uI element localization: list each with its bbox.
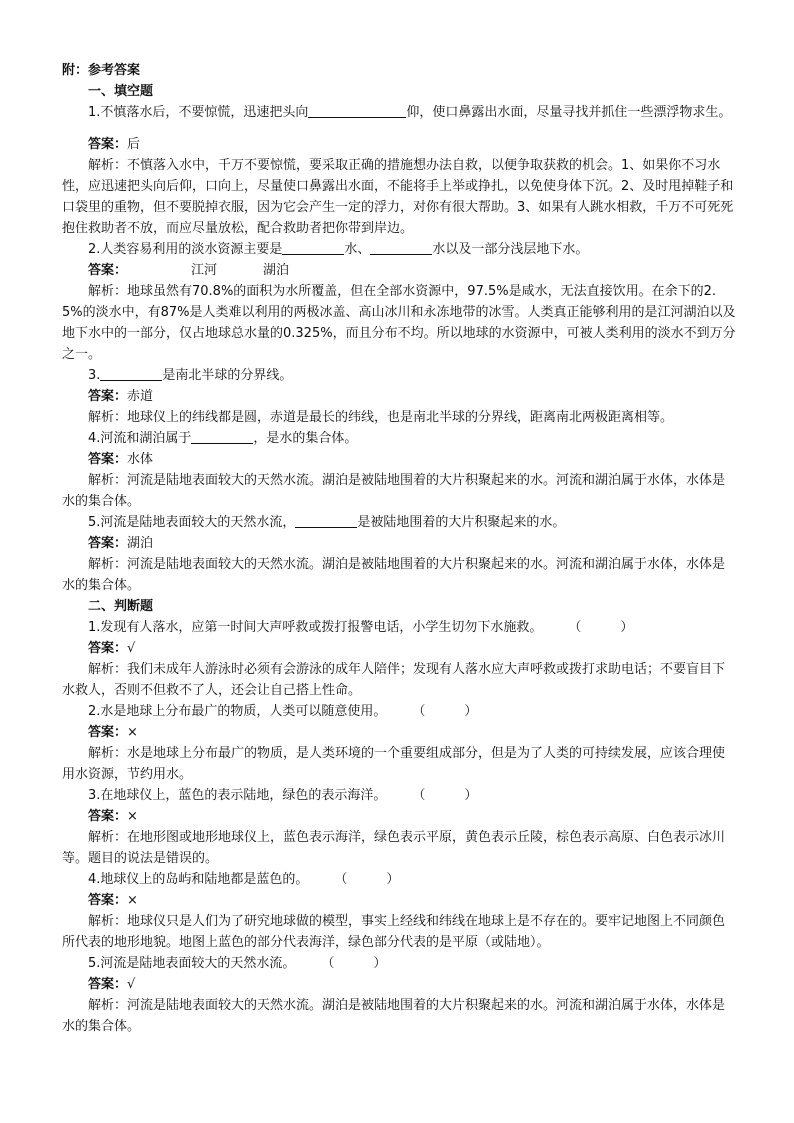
- section-title-fill-blank: 一、填空题: [88, 84, 154, 99]
- section-title-true-false: 二、判断题: [88, 599, 154, 614]
- answer-4: 答案：水体: [88, 452, 154, 467]
- answer-2: 答案： 江河 湖泊: [88, 263, 290, 278]
- tf-question-5: 5.河流是陆地表面较大的天然水流。 （ ）: [88, 956, 387, 971]
- analysis-5: 解析：河流是陆地表面较大的天然水流。湖泊是被陆地围着的大片积聚起来的水。河流和湖泊属于水体，水体是水的集合体。: [62, 557, 726, 593]
- appendix-header: 附：参考答案: [62, 63, 141, 78]
- tf-question-2: 2.水是地球上分布最广的物质，人类可以随意使用。 （ ）: [88, 704, 478, 719]
- tf-question-1: 1.发现有人落水，应第一时间大声呼救或拨打报警电话，小学生切勿下水施救。 （ ）: [88, 620, 634, 635]
- analysis-2: 解析：地球虽然有70.8%的面积为水所覆盖，但在全部水资源中，97.5%是咸水，无法直接饮用。在余下的2.5%的淡水中，有87%是人类难以利用的两极冰盖、高山冰川和永冻地带的冰雪。人类真正能够利用的是江河湖泊以及地下水中的一部分，仅占地球总水量的0.325%，而且分布不均。所以地球的水资源中，可被人类利用的淡水不到万分之一。: [62, 284, 736, 362]
- tf-analysis-5: 解析：河流是陆地表面较大的天然水流。湖泊是被陆地围着的大片积聚起来的水。河流和湖泊属于水体，水体是水的集合体。: [62, 998, 726, 1034]
- answer-3: 答案：赤道: [88, 389, 154, 404]
- tf-analysis-3: 解析：在地形图或地形地球仪上，蓝色表示海洋，绿色表示平原，黄色表示丘陵，棕色表示高原、白色表示冰川等。题目的说法是错误的。: [62, 830, 726, 866]
- analysis-4: 解析：河流是陆地表面较大的天然水流。湖泊是被陆地围着的大片积聚起来的水。河流和湖泊属于水体，水体是水的集合体。: [62, 473, 726, 509]
- answer-blank: [295, 513, 357, 528]
- question-1: 1.不慎落水后，不要惊慌，迅速把头向 仰，使口鼻露出水面，尽量寻找并抓住一些漂浮物求生。: [88, 105, 732, 120]
- tf-question-4: 4.地球仪上的岛屿和陆地都是蓝色的。 （ ）: [88, 872, 400, 887]
- answer-blank: [191, 429, 253, 444]
- answer-blank: [100, 366, 162, 381]
- answer-5: 答案：湖泊: [88, 536, 154, 551]
- tf-answer-2: 答案：×: [88, 725, 138, 740]
- tf-analysis-4: 解析：地球仪只是人们为了研究地球做的模型，事实上经线和纬线在地球上是不存在的。要牢记地图上不同颜色所代表的地形地貌。地图上蓝色的部分代表海洋，绿色部分代表的是平原（或陆地）。: [62, 914, 726, 950]
- answer-blank: [308, 103, 406, 118]
- tf-answer-3: 答案：×: [88, 809, 138, 824]
- analysis-1: 解析：不慎落入水中，千万不要惊慌，要采取正确的措施想办法自救，以便争取获救的机会。1、如果你不习水性，应迅速把头向后仰，口向上，尽量使口鼻露出水面，不能将手上举或挣扎，以免使身体下沉。2、及时甩掉鞋子和口袋里的重物，但不要脱掉衣服，因为它会产生一定的浮力，对你有很大帮助。3、如果有人跳水相救，千万不可死死抱住救助者不放，而应尽量放松，配合救助者把你带到岸边。: [62, 158, 734, 236]
- answer-blank: [370, 240, 432, 255]
- analysis-3: 解析：地球仪上的纬线都是圆，赤道是最长的纬线，也是南北半球的分界线，距离南北两极距离相等。: [88, 410, 674, 425]
- tf-analysis-2: 解析：水是地球上分布最广的物质，是人类环境的一个重要组成部分，但是为了人类的可持续发展，应该合理使用水资源，节约用水。: [62, 746, 726, 782]
- question-5: 5.河流是陆地表面较大的天然水流， 是被陆地围着的大片积聚起来的水。: [88, 515, 566, 530]
- answer-1: 答案：后: [88, 137, 141, 152]
- question-2: 2.人类容易利用的淡水资源主要是 水、 水以及一部分浅层地下水。: [88, 242, 589, 257]
- tf-analysis-1: 解析：我们未成年人游泳时必须有会游泳的成年人陪伴；发现有人落水应大声呼救或拨打求助电话；不要盲目下水救人，否则不但救不了人，还会让自己搭上性命。: [62, 662, 726, 698]
- tf-question-3: 3.在地球仪上，蓝色的表示陆地，绿色的表示海洋。 （ ）: [88, 788, 478, 803]
- question-4: 4.河流和湖泊属于 ，是水的集合体。: [88, 431, 358, 446]
- answer-blank: [282, 240, 344, 255]
- tf-answer-1: 答案：√: [88, 641, 136, 656]
- tf-answer-4: 答案：×: [88, 893, 138, 908]
- question-3: 3. 是南北半球的分界线。: [88, 368, 293, 383]
- tf-answer-5: 答案：√: [88, 977, 136, 992]
- answer-document: [62, 60, 736, 1037]
